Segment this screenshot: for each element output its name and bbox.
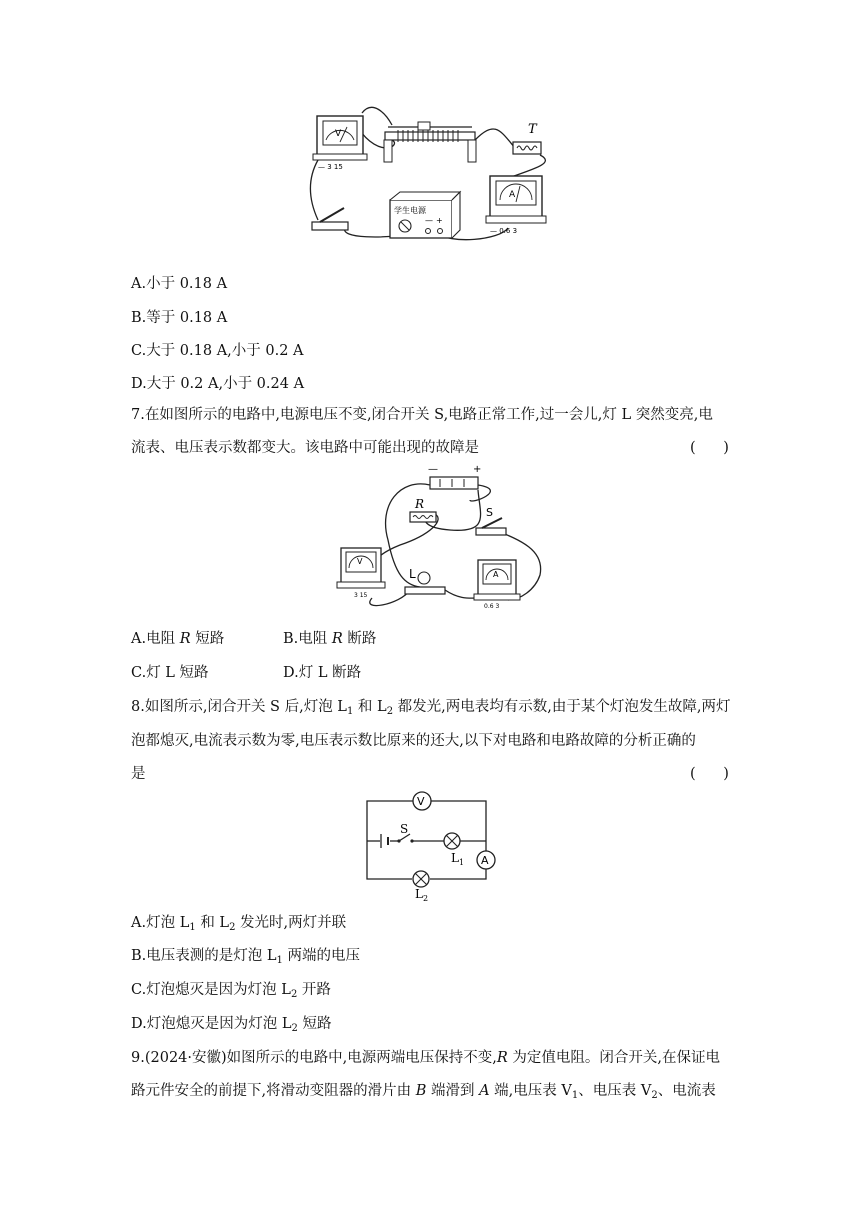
q7-option-c: C.灯 L 短路 xyxy=(131,665,209,681)
q8-voltmeter-label: V xyxy=(417,795,425,808)
q8-l1-label: $L_1$ xyxy=(451,851,465,867)
ammeter-q7-scale: 0.6 3 xyxy=(484,603,500,610)
q8-switch-label: S xyxy=(400,822,409,836)
q8-stem-line-3: 是 xyxy=(131,766,146,782)
switch-s xyxy=(476,518,506,535)
switch-label: S xyxy=(486,506,493,519)
q8-answer-blank: ( ) xyxy=(690,766,729,782)
q8-stem-line-1: 8.如图所示,闭合开关 S 后,灯泡 $L_1$ 和 $L_2$ 都发光,两电表均有示数,由于某个灯泡发生故障,两灯 xyxy=(131,699,731,717)
voltmeter-label: V xyxy=(335,129,342,139)
voltmeter-scale: — 3 15 xyxy=(318,163,343,171)
thermistor-label: T xyxy=(528,122,537,137)
q8-option-b: B.电压表测的是灯泡 $L_1$ 两端的电压 xyxy=(131,948,360,966)
q6-option-b: B.等于 0.18 A xyxy=(131,310,228,326)
q7-option-b: B.电阻 R 断路 xyxy=(283,631,377,647)
q7-stem-line-2: 流表、电压表示数都变大。该电路中可能出现的故障是 xyxy=(131,440,479,456)
ammeter-label: A xyxy=(509,190,516,200)
resistor-r xyxy=(410,512,436,522)
power-plus-label: + xyxy=(436,216,443,225)
q7-answer-blank: ( ) xyxy=(690,440,729,456)
power-minus-label: — xyxy=(425,216,433,225)
thermistor xyxy=(513,142,541,154)
ammeter-scale: — 0.6 3 xyxy=(490,227,518,235)
power-supply-label: 学生电源 xyxy=(394,206,426,215)
q8-stem-line-2: 泡都熄灭,电流表示数为零,电压表示数比原来的还大,以下对电路和电路故障的分析正确的 xyxy=(131,733,696,749)
battery-plus: + xyxy=(473,464,482,475)
q7-option-a: A.电阻 R 短路 xyxy=(131,631,225,647)
q8-lamp-l2 xyxy=(413,871,429,887)
power-supply xyxy=(390,192,460,238)
lamp-label: L xyxy=(409,567,416,581)
figure-q8-circuit xyxy=(0,790,860,903)
figure-q7-circuit xyxy=(0,455,860,615)
q8-l2-label: $L_2$ xyxy=(415,887,429,903)
q9-stem-line-2: 路元件安全的前提下,将滑动变阻器的滑片由 B 端滑到 A 端,电压表 $V_1$、电压表 $V_2$、电流表 xyxy=(131,1083,716,1101)
resistor-label: R xyxy=(415,497,425,511)
q7-option-d: D.灯 L 断路 xyxy=(283,665,362,681)
q9-stem-line-1: 9.(2024·安徽)如图所示的电路中,电源两端电压保持不变,R 为定值电阻。闭合开关,在保证电 xyxy=(131,1050,721,1066)
q8-ammeter-label: A xyxy=(481,854,489,867)
voltmeter-q7-scale: 3 15 xyxy=(354,592,368,599)
figure-1-apparatus xyxy=(0,0,860,250)
q6-option-a: A.小于 0.18 A xyxy=(131,276,228,292)
q8-lamp-l1 xyxy=(444,833,460,849)
battery-pack xyxy=(430,477,478,489)
ammeter-q7 xyxy=(474,560,520,600)
voltmeter-q7 xyxy=(337,548,385,588)
coil-component xyxy=(384,122,476,162)
q7-stem-line-1: 7.在如图所示的电路中,电源电压不变,闭合开关 S,电路正常工作,过一会儿,灯 L 突然变亮,电 xyxy=(131,407,713,423)
ammeter-q7-label: A xyxy=(493,570,499,579)
battery-minus: — xyxy=(428,464,438,475)
voltmeter-q7-label: V xyxy=(357,557,363,566)
q6-option-d: D.大于 0.2 A,小于 0.24 A xyxy=(131,376,305,392)
ammeter-1 xyxy=(486,176,546,223)
q8-option-d: D.灯泡熄灭是因为灯泡 $L_2$ 短路 xyxy=(131,1016,332,1034)
q6-option-c: C.大于 0.18 A,小于 0.2 A xyxy=(131,343,304,359)
q8-option-a: A.灯泡 $L_1$ 和 $L_2$ 发光时,两灯并联 xyxy=(131,915,347,933)
q8-option-c: C.灯泡熄灭是因为灯泡 $L_2$ 开路 xyxy=(131,982,331,1000)
